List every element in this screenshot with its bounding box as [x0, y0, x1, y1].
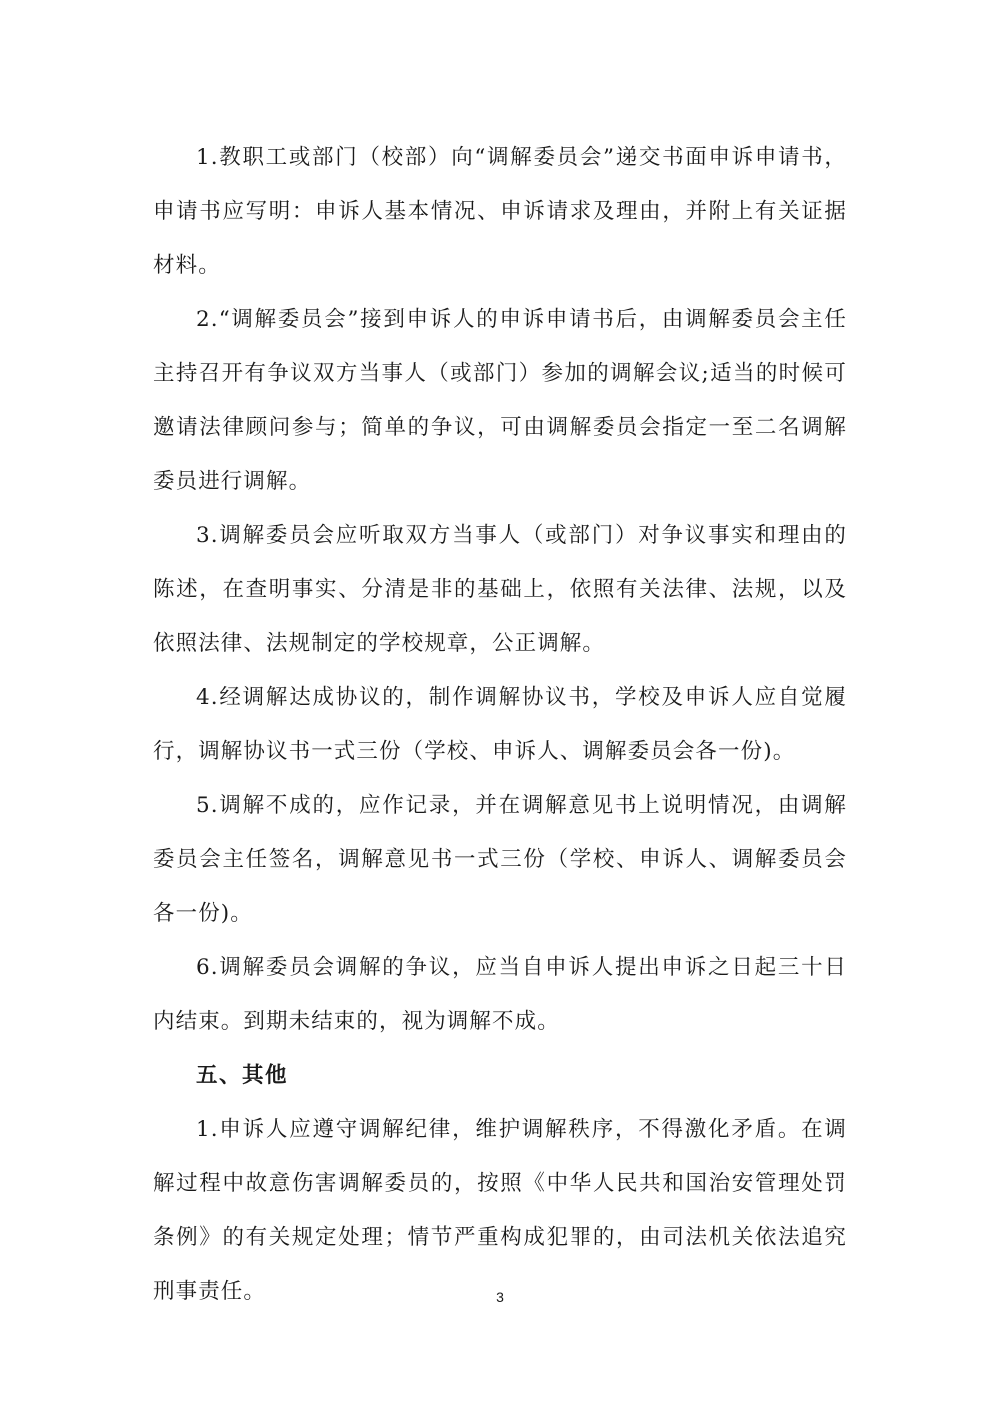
paragraph-6: 6.调解委员会调解的争议，应当自申诉人提出申诉之日起三十日内结束。到期未结束的，视为调解不成。	[153, 955, 847, 1034]
paragraph-2: 2.“调解委员会”接到申诉人的申诉申请书后，由调解委员会主任主持召开有争议双方当事人（或部门）参加的调解会议;适当的时候可邀请法律顾问参与；简单的争议，可由调解委员会指定一至二名调解委员进行调解。	[153, 307, 847, 494]
paragraph-1: 1.教职工或部门（校部）向“调解委员会”递交书面申诉申请书，申请书应写明：申诉人基本情况、申诉请求及理由，并附上有关证据材料。	[153, 145, 847, 278]
section-heading: 五、其他	[196, 1063, 289, 1088]
section-paragraph-1: 1.申诉人应遵守调解纪律，维护调解秩序，不得激化矛盾。在调解过程中故意伤害调解委员的，按照《中华人民共和国治安管理处罚条例》的有关规定处理；情节严重构成犯罪的，由司法机关依法追究刑事责任。	[153, 1117, 847, 1304]
paragraph-3: 3.调解委员会应听取双方当事人（或部门）对争议事实和理由的陈述，在查明事实、分清是非的基础上，依照有关法律、法规，以及依照法律、法规制定的学校规章，公正调解。	[153, 523, 847, 656]
document-body	[153, 131, 847, 1319]
paragraph-4: 4.经调解达成协议的，制作调解协议书，学校及申诉人应自觉履行，调解协议书一式三份（学校、申诉人、调解委员会各一份)。	[153, 685, 847, 764]
paragraph-5: 5.调解不成的，应作记录，并在调解意见书上说明情况，由调解委员会主任签名，调解意见书一式三份（学校、申诉人、调解委员会各一份)。	[153, 793, 847, 926]
page-number: 3	[496, 1289, 504, 1305]
